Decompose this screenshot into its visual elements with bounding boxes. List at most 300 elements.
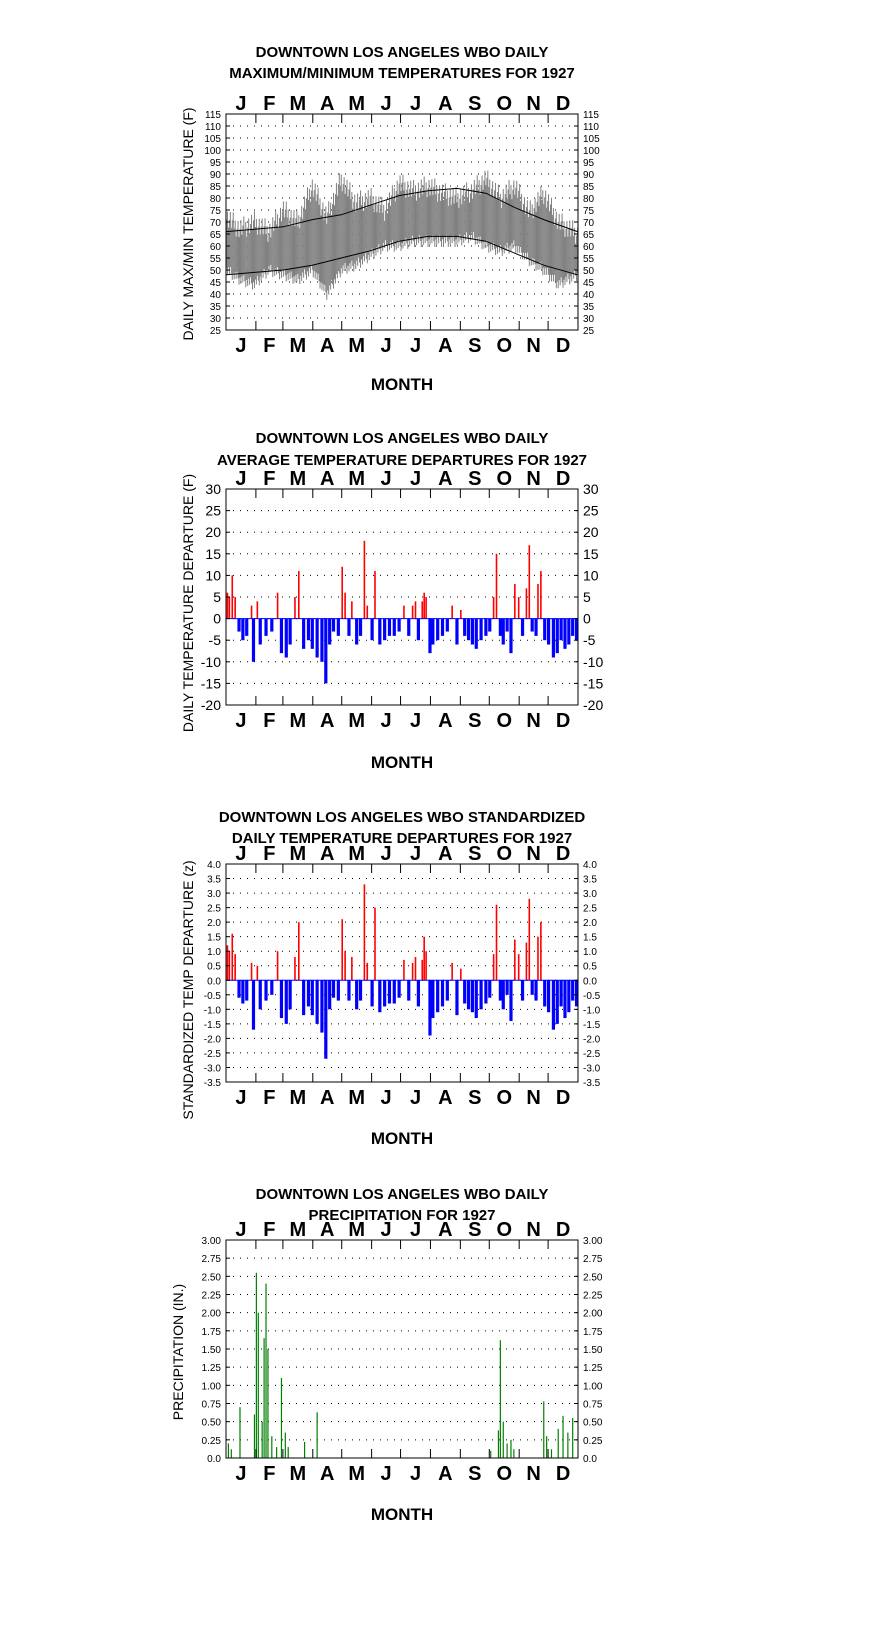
cool-departure-bar xyxy=(455,619,458,645)
y-tick-label-right: 0.0 xyxy=(583,1454,597,1465)
cool-departure-bar xyxy=(484,619,487,636)
chart-title-line-1: DOWNTOWN LOS ANGELES WBO DAILY xyxy=(255,44,549,61)
month-label: J xyxy=(380,335,392,357)
month-label: M xyxy=(289,468,307,490)
month-label: A xyxy=(438,1219,453,1241)
warm-departure-bar xyxy=(526,588,528,618)
month-label: D xyxy=(555,710,571,732)
y-tick-label-right: 10 xyxy=(583,567,599,584)
month-label: J xyxy=(380,1087,392,1109)
month-label: A xyxy=(438,93,453,115)
month-label: J xyxy=(409,710,422,732)
cool-departure-bar xyxy=(488,619,491,632)
month-label: F xyxy=(263,843,276,865)
cool-departure-bar xyxy=(388,980,391,1003)
y-tick-label-right: 3.00 xyxy=(583,1236,603,1247)
y-tick-label-right: 95 xyxy=(583,158,595,169)
warm-departure-bar xyxy=(528,899,530,980)
y-tick-label-left: 2.25 xyxy=(201,1290,221,1302)
month-label: J xyxy=(380,93,392,115)
y-tick-label-right: -10 xyxy=(583,653,604,670)
y-tick-label-left: 2.50 xyxy=(201,1272,221,1284)
y-tick-label-right: 0.0 xyxy=(583,976,597,988)
y-tick-label-right: 1.0 xyxy=(583,947,597,959)
month-label: F xyxy=(263,710,276,732)
y-tick-label-right: -1.0 xyxy=(583,1005,601,1017)
y-tick-label-left: -2.5 xyxy=(203,1048,221,1060)
cool-departure-bar xyxy=(436,980,439,1012)
y-tick-label-right: 2.75 xyxy=(583,1254,603,1266)
y-tick-label-left: 4.0 xyxy=(207,860,221,871)
y-tick-label-left: 85 xyxy=(209,182,221,193)
month-label: A xyxy=(438,710,453,732)
y-tick-label-left: -0.5 xyxy=(203,990,221,1002)
month-label: N xyxy=(526,710,541,732)
y-axis-label: STANDARDIZED TEMP DEPARTURE (z) xyxy=(180,860,196,1120)
cool-departure-bar xyxy=(534,619,537,636)
cool-departure-bar xyxy=(280,980,283,1018)
month-label: M xyxy=(348,93,366,115)
y-tick-label-left: 55 xyxy=(209,254,221,265)
month-label: O xyxy=(496,1219,513,1241)
cool-departure-bar xyxy=(428,619,431,654)
month-label: J xyxy=(409,1087,422,1109)
month-label: M xyxy=(348,843,366,865)
y-tick-label-left: 2.0 xyxy=(207,918,221,930)
cool-departure-bar xyxy=(560,980,563,1006)
cool-departure-bar xyxy=(383,980,386,1006)
cool-departure-bar xyxy=(417,980,420,1006)
cool-departure-bar xyxy=(378,619,381,645)
y-tick-label-right: 3.0 xyxy=(583,889,597,901)
warm-departure-bar xyxy=(415,957,417,980)
month-labels-top xyxy=(235,468,570,490)
y-tick-label-right: 115 xyxy=(583,110,599,121)
y-tick-label-left: 3.00 xyxy=(201,1236,221,1247)
warm-departure-bar xyxy=(341,919,343,980)
cool-departure-bar xyxy=(463,619,466,636)
cool-departure-bar xyxy=(378,980,381,1012)
y-tick-label-left: -2.0 xyxy=(203,1034,221,1046)
cool-departure-bar xyxy=(328,619,331,645)
month-label: D xyxy=(555,468,571,490)
warm-departure-bar xyxy=(425,597,427,619)
warm-departure-bar xyxy=(496,905,498,981)
y-tick-label-left: -15 xyxy=(200,675,221,692)
warm-departure-bar xyxy=(364,541,366,619)
cool-departure-bar xyxy=(324,980,327,1058)
month-labels-bottom xyxy=(235,710,570,732)
y-tick-label-left: 45 xyxy=(209,278,221,289)
cool-departure-bar xyxy=(552,980,555,1029)
month-label: D xyxy=(555,335,571,357)
y-tick-label-right: 75 xyxy=(583,206,595,217)
cool-departure-bar xyxy=(355,980,358,1009)
chart-title-line-2: AVERAGE TEMPERATURE DEPARTURES FOR 1927 xyxy=(216,452,588,469)
month-label: M xyxy=(348,468,366,490)
chart-title-line-2: PRECIPITATION FOR 1927 xyxy=(308,1207,496,1224)
cool-departure-bar xyxy=(320,619,323,662)
warm-departure-bar xyxy=(540,571,542,619)
cool-departure-bar xyxy=(407,619,410,636)
y-tick-label-right: 85 xyxy=(583,182,595,193)
y-tick-label-right: 30 xyxy=(583,481,599,497)
cool-departure-bar xyxy=(398,619,401,632)
month-label: J xyxy=(409,1463,422,1485)
chart-title-line-2: MAXIMUM/MINIMUM TEMPERATURES FOR 1927 xyxy=(229,65,575,82)
y-tick-label-right: -0.5 xyxy=(583,990,601,1002)
chart-title-line-1: DOWNTOWN LOS ANGELES WBO DAILY xyxy=(255,1186,549,1203)
y-tick-label-left: 3.5 xyxy=(207,874,221,886)
cool-departure-bar xyxy=(241,619,244,641)
warm-departure-bar xyxy=(364,884,366,980)
y-axis-label: DAILY MAX/MIN TEMPERATURE (F) xyxy=(180,107,196,341)
cool-departure-bar xyxy=(463,980,466,1003)
cool-departure-bar xyxy=(563,980,566,1018)
cool-departure-bar xyxy=(302,980,305,1015)
y-tick-label-right: 70 xyxy=(583,218,595,229)
cool-departure-bar xyxy=(285,980,288,1024)
cool-departure-bar xyxy=(556,619,559,654)
cool-departure-bar xyxy=(270,619,273,632)
y-tick-label-left: -3.0 xyxy=(203,1063,221,1075)
month-label: S xyxy=(468,843,482,865)
warm-departure-bar xyxy=(421,960,423,980)
month-label: J xyxy=(409,93,422,115)
y-tick-label-left: 15 xyxy=(205,545,221,562)
y-tick-label-right: 40 xyxy=(583,290,595,301)
y-tick-label-right: 35 xyxy=(583,302,595,313)
y-tick-label-left: 1.50 xyxy=(201,1345,221,1356)
month-label: F xyxy=(263,1087,276,1109)
cool-departure-bar xyxy=(337,980,340,1000)
warm-departure-bar xyxy=(374,571,376,619)
warm-departure-bar xyxy=(234,597,236,619)
warm-departure-bar xyxy=(351,957,353,980)
warm-departure-bar xyxy=(298,571,300,619)
month-label: J xyxy=(235,1087,247,1109)
y-tick-label-right: 4.0 xyxy=(583,860,597,871)
y-tick-label-right: 15 xyxy=(583,545,599,562)
month-label: A xyxy=(438,1463,453,1485)
y-tick-label-right: 0.75 xyxy=(583,1399,603,1411)
month-label: N xyxy=(526,843,541,865)
month-label: D xyxy=(555,843,571,865)
cool-departure-bar xyxy=(475,619,478,649)
cool-departure-bar xyxy=(259,980,262,1009)
month-label: S xyxy=(468,1463,482,1485)
cool-departure-bar xyxy=(241,980,244,1003)
month-label: D xyxy=(555,1087,571,1109)
y-tick-label-left: 0.50 xyxy=(201,1417,221,1429)
cool-departure-bar xyxy=(359,619,362,636)
cool-departure-bar xyxy=(441,619,444,636)
precipitation-chart xyxy=(170,1186,603,1524)
y-tick-label-left: 25 xyxy=(205,502,221,519)
warm-departure-bar xyxy=(451,963,453,980)
cool-departure-bar xyxy=(506,980,509,995)
month-label: F xyxy=(263,335,276,357)
cool-departure-bar xyxy=(337,619,340,636)
cool-departure-bar xyxy=(571,619,574,636)
month-label: O xyxy=(496,1087,513,1109)
y-tick-label-right: 100 xyxy=(583,146,600,157)
y-tick-label-right: 2.50 xyxy=(583,1272,603,1284)
month-label: A xyxy=(320,1463,335,1485)
cool-departure-bar xyxy=(307,619,310,641)
month-label: A xyxy=(438,468,453,490)
x-axis-label: MONTH xyxy=(370,1129,434,1148)
cool-departure-bar xyxy=(431,980,434,1018)
cool-departure-bar xyxy=(502,619,505,645)
warm-departure-bar xyxy=(460,969,462,981)
warm-departure-bar xyxy=(421,601,423,618)
month-label: M xyxy=(289,93,307,115)
cool-departure-bar xyxy=(252,619,255,662)
chart-title-line-2: DAILY TEMPERATURE DEPARTURES FOR 1927 xyxy=(231,830,573,847)
cool-departure-bar xyxy=(285,619,288,658)
y-tick-label-left: 30 xyxy=(209,314,221,325)
warm-departure-bar xyxy=(344,951,346,980)
cool-departure-bar xyxy=(371,619,374,641)
month-label: M xyxy=(289,1463,307,1485)
month-label: A xyxy=(320,468,335,490)
y-tick-label-left: 35 xyxy=(209,302,221,313)
warm-departure-bar xyxy=(403,606,405,619)
month-labels-bottom xyxy=(235,1463,570,1485)
data-marks xyxy=(226,884,578,1058)
month-label: J xyxy=(409,468,422,490)
y-tick-label-right: 30 xyxy=(583,314,595,325)
cool-departure-bar xyxy=(332,980,335,997)
warm-departure-bar xyxy=(294,957,296,980)
y-tick-label-right: 1.5 xyxy=(583,932,597,944)
cool-departure-bar xyxy=(398,980,401,997)
warm-departure-bar xyxy=(251,606,253,619)
month-label: J xyxy=(409,1219,422,1241)
y-tick-label-left: 2.5 xyxy=(207,903,221,915)
warm-departure-bar xyxy=(425,951,427,980)
cool-departure-bar xyxy=(502,980,505,1009)
month-label: O xyxy=(496,335,513,357)
y-tick-label-left: -20 xyxy=(200,697,221,713)
warm-departure-bar xyxy=(366,963,368,980)
month-label: F xyxy=(263,468,276,490)
warm-departure-bar xyxy=(231,934,233,981)
month-label: J xyxy=(380,468,392,490)
y-tick-label-right: 65 xyxy=(583,230,595,241)
y-tick-label-right: 0 xyxy=(583,610,591,627)
warm-departure-bar xyxy=(537,584,539,619)
warm-departure-bar xyxy=(412,606,414,619)
y-tick-label-left: 2.75 xyxy=(201,1254,221,1266)
y-tick-label-left: 70 xyxy=(209,218,221,229)
warm-departure-bar xyxy=(229,597,231,619)
y-tick-label-left: 0.25 xyxy=(201,1435,221,1447)
x-axis-label: MONTH xyxy=(370,1505,434,1524)
cool-departure-bar xyxy=(543,619,546,641)
y-tick-label-left: 0.0 xyxy=(207,1454,221,1465)
y-tick-label-right: 20 xyxy=(583,524,599,541)
month-label: M xyxy=(348,335,366,357)
cool-departure-bar xyxy=(393,619,396,636)
grid-lines xyxy=(226,879,578,1068)
standardized-temperature-departure-chart xyxy=(180,809,601,1148)
cool-departure-bar xyxy=(355,619,358,645)
cool-departure-bar xyxy=(264,980,267,1000)
cool-departure-bar xyxy=(531,980,534,995)
y-tick-label-right: 80 xyxy=(583,194,595,205)
warm-departure-bar xyxy=(234,954,236,980)
cool-departure-bar xyxy=(467,980,470,1009)
y-tick-label-left: 75 xyxy=(209,206,221,217)
month-labels-bottom xyxy=(235,335,570,357)
y-tick-label-left: 20 xyxy=(205,524,221,541)
y-tick-label-right: 2.5 xyxy=(583,903,597,915)
warm-departure-bar xyxy=(423,593,425,619)
y-tick-label-right: -5 xyxy=(583,632,596,649)
month-label: F xyxy=(263,93,276,115)
month-label: M xyxy=(348,1087,366,1109)
month-label: F xyxy=(263,1463,276,1485)
y-tick-label-left: 115 xyxy=(205,110,221,121)
warm-departure-bar xyxy=(514,940,516,981)
month-label: J xyxy=(380,1219,392,1241)
max-min-temperature-chart xyxy=(180,44,600,394)
y-tick-label-left: 50 xyxy=(209,266,221,277)
cool-departure-bar xyxy=(455,980,458,1015)
cool-departure-bar xyxy=(509,980,512,1021)
y-tick-label-left: 1.75 xyxy=(201,1326,221,1338)
cool-departure-bar xyxy=(446,980,449,1000)
y-tick-label-left: -10 xyxy=(200,653,221,670)
y-tick-label-right: 1.25 xyxy=(583,1363,603,1375)
warm-departure-bar xyxy=(298,922,300,980)
month-label: J xyxy=(235,1219,247,1241)
y-tick-label-left: 40 xyxy=(209,290,221,301)
cool-departure-bar xyxy=(499,619,502,636)
cool-departure-bar xyxy=(543,980,546,1006)
cool-departure-bar xyxy=(534,980,537,1000)
month-label: D xyxy=(555,1219,571,1241)
y-tick-label-left: 60 xyxy=(209,242,221,253)
warm-departure-bar xyxy=(251,963,253,980)
y-tick-label-left: 0.75 xyxy=(201,1399,221,1411)
y-tick-label-left: 1.0 xyxy=(207,947,221,959)
warm-departure-bar xyxy=(351,601,353,618)
cool-departure-bar xyxy=(467,619,470,641)
cool-departure-bar xyxy=(316,619,319,658)
cool-departure-bar xyxy=(302,619,305,649)
warm-departure-bar xyxy=(277,951,279,980)
cool-departure-bar xyxy=(417,619,420,641)
y-tick-label-right: -15 xyxy=(583,675,604,692)
cool-departure-bar xyxy=(509,619,512,654)
cool-departure-bar xyxy=(347,619,350,636)
cool-departure-bar xyxy=(407,980,410,1000)
data-marks xyxy=(226,171,577,300)
y-tick-label-right: 110 xyxy=(583,122,599,133)
month-label: J xyxy=(380,1463,392,1485)
cool-departure-bar xyxy=(371,980,374,1006)
cool-departure-bar xyxy=(324,619,327,684)
month-label: D xyxy=(555,1463,571,1485)
cool-departure-bar xyxy=(521,980,524,1000)
y-tick-label-left: 110 xyxy=(205,122,221,133)
warm-departure-bar xyxy=(344,593,346,619)
y-tick-label-left: -5 xyxy=(208,632,221,649)
cool-departure-bar xyxy=(571,980,574,1000)
month-label: O xyxy=(496,468,513,490)
y-tick-label-left: 0.5 xyxy=(207,961,221,973)
y-tick-label-left: 10 xyxy=(205,567,221,584)
warm-departure-bar xyxy=(514,584,516,619)
warm-departure-bar xyxy=(528,545,530,618)
cool-departure-bar xyxy=(347,980,350,1000)
cool-departure-bar xyxy=(446,619,449,632)
warm-departure-bar xyxy=(374,908,376,981)
month-label: N xyxy=(526,93,541,115)
cool-departure-bar xyxy=(316,980,319,1024)
y-tick-label-left: 1.5 xyxy=(207,932,221,944)
y-tick-label-right: 1.75 xyxy=(583,1326,603,1338)
y-tick-label-right: 0.50 xyxy=(583,1417,603,1429)
month-label: A xyxy=(320,843,335,865)
cool-departure-bar xyxy=(252,980,255,1029)
month-label: S xyxy=(468,335,482,357)
axis-ticks xyxy=(226,864,578,1082)
y-tick-label-left: 5 xyxy=(213,589,221,605)
warm-departure-bar xyxy=(493,597,495,619)
month-label: J xyxy=(235,710,247,732)
cool-departure-bar xyxy=(388,619,391,636)
warm-departure-bar xyxy=(366,606,368,619)
y-tick-label-right: 90 xyxy=(583,170,595,181)
cool-departure-bar xyxy=(359,980,362,1000)
month-label: D xyxy=(555,93,571,115)
warm-departure-bar xyxy=(227,945,229,980)
warm-departure-bar xyxy=(423,937,425,981)
cool-departure-bar xyxy=(484,980,487,1003)
month-label: A xyxy=(320,1087,335,1109)
y-tick-label-left: 95 xyxy=(209,158,221,169)
y-tick-label-left: 105 xyxy=(204,134,221,145)
month-label: M xyxy=(289,1087,307,1109)
cool-departure-bar xyxy=(521,619,524,636)
month-label: M xyxy=(289,1219,307,1241)
chart-title-line-1: DOWNTOWN LOS ANGELES WBO STANDARDIZED xyxy=(218,809,586,826)
month-label: S xyxy=(468,468,482,490)
cool-departure-bar xyxy=(320,980,323,1032)
y-axis-label: DAILY TEMPERATURE DEPARTURE (F) xyxy=(180,473,196,733)
cool-departure-bar xyxy=(547,619,550,645)
y-tick-label-left: 30 xyxy=(205,481,221,497)
cool-departure-bar xyxy=(237,619,240,632)
plot-frame xyxy=(226,864,578,1082)
y-tick-label-right: 2.00 xyxy=(583,1308,603,1320)
warm-departure-bar xyxy=(518,954,520,980)
cool-departure-bar xyxy=(475,980,478,1018)
average-temperature-departure-chart xyxy=(180,430,603,772)
y-tick-label-right: 45 xyxy=(583,278,595,289)
month-label: A xyxy=(438,335,453,357)
cool-departure-bar xyxy=(428,980,431,1035)
month-label: S xyxy=(468,1087,482,1109)
month-label: J xyxy=(235,468,247,490)
month-label: O xyxy=(496,843,513,865)
y-tick-label-right: -20 xyxy=(583,697,604,713)
y-tick-label-right: -2.0 xyxy=(583,1034,601,1046)
